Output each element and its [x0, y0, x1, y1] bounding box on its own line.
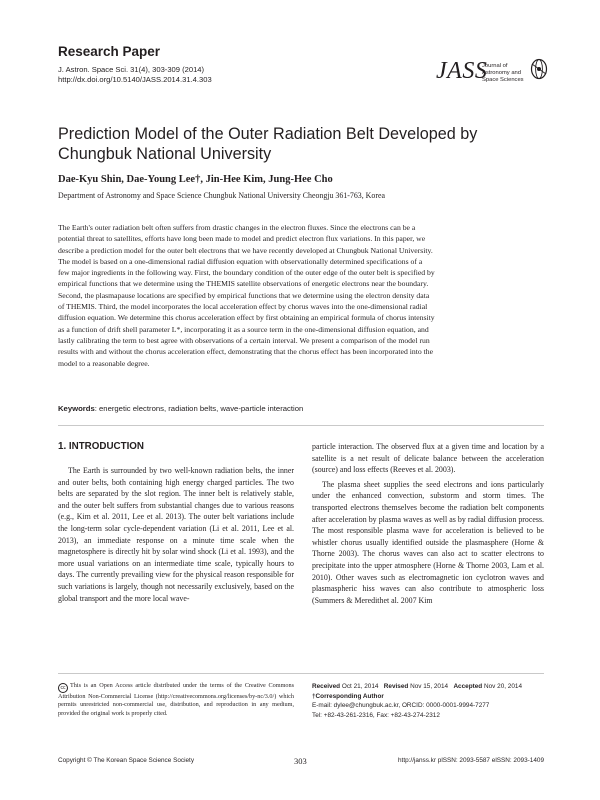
paper-title-line: Chungbuk National University	[58, 145, 272, 163]
keywords-text: : energetic electrons, radiation belts, wave-particle interaction	[94, 404, 304, 413]
journal-issn: http://janss.kr plSSN: 2093-5587 elSSN: 2093-1409	[397, 757, 544, 764]
orbit-logo-icon	[530, 58, 548, 80]
corresponding-phone: Tel: +82-43-261-2316, Fax: +82-43-274-2312	[312, 711, 440, 719]
article-history	[312, 682, 548, 720]
journal-logo-text: JASS	[436, 58, 488, 84]
abstract-line: few major ingredients in the following way. First, the boundary condition of the outer edge of the outer belt is specified by	[58, 268, 435, 278]
accepted-date: Nov 20, 2014	[484, 683, 523, 690]
abstract-line: of THEMIS. Third, the model incorporates the local acceleration effect by chorus waves into the one-dimensional radial	[58, 302, 428, 312]
page-footer	[58, 757, 544, 769]
corresponding-author-label	[312, 692, 548, 702]
section-divider	[58, 425, 544, 426]
journal-logo-sub-line: Journal of	[482, 63, 508, 69]
abstract-line: as a function of drift shell parameter L*, incorporating it as a source term in the one-dimensional diffusion equation, and	[58, 324, 429, 334]
abstract-line: results with and without the chorus acceleration effect, demonstrating that the chorus effect has been incorporated into the	[58, 347, 433, 357]
abstract	[58, 222, 544, 369]
body-paragraph: The Earth is surrounded by two well-known radiation belts, the inner and outer belts, both containing high energy charged particles. The two belts are separated by the slot region. The inner belt is relatively stable, and the outer belt suffers from substantial changes due to various reasons (e.g., Kim et al. 2011, Lee et al. 2013). The outer belt variations include the long-term solar cycle-dependent variation (Li et al. 2011, Lee et al. 2013), an immediate response on a minute time scale when the magnetosphere is directly hit by solar wind shock (Li et al. 1993), and the more usual variations on an intermediate time scale, typically hours to days. The currently prevailing view for the physical reason responsible for such variations is largely, though not necessarily exclusively, based on the global transport and the more local wave-	[58, 466, 294, 603]
creative-commons-icon: cc	[58, 683, 68, 693]
article-header	[58, 44, 548, 104]
keywords-label: Keywords	[58, 404, 95, 413]
right-column	[312, 441, 544, 606]
received-label: Received	[312, 683, 341, 690]
abstract-line: lastly calibrating the term to best agree with observations of a certain interval. We present a comparison of the model run	[58, 335, 430, 345]
body-paragraph: The plasma sheet supplies the seed electrons and ions particularly under the enhanced convection, substorm and storm times. The transported electrons themselves become the radiation belt components after acceleration by plasma waves as well as by radial diffusion process. The most responsible plasma wave for acceleration is believed to be whistler chorus usually identified outside the plasmasphere (Horne & Thorne 2003). The chorus waves can also act to scatter electrons to precipitate into the upper atmosphere (Horne & Thorne 2003, Lam et al. 2010). Other waves such as electromagnetic ion cyclotron waves and plasmaspheric hiss waves can also contribute to atmospheric loss (Summers & Meredithet al. 2007 Kim	[312, 479, 544, 605]
abstract-line: diffusion equation. We determine this chorus acceleration effect by first obtaining an empirical formula of chorus intensity	[58, 313, 435, 323]
abstract-line: potential threat to satellites, efforts have long been made to model and predict electron flux variations. In this paper, we	[58, 234, 426, 244]
section-heading: 1. INTRODUCTION	[58, 441, 144, 452]
license-notice	[58, 682, 294, 718]
license-text: This is an Open Access article distributed under the terms of the Creative Commons Attribution Non-Commercial License (http://creativecommons.org/licenses/by-nc/3.0/) which permits unrestricted non-commercial use, distribution, and reproduction in any medium, provided the original work is properly cited.	[58, 682, 294, 717]
body-paragraph: particle interaction. The observed flux at a given time and location by a satellite is a net result of delicate balance between the acceleration (source) and loss effects (Reeves et al. 2003).	[312, 442, 544, 475]
journal-logo-sub-line: Astronomy and	[482, 70, 521, 76]
received-date: Oct 21, 2014	[341, 683, 379, 690]
abstract-line: empirical functions that we determine using the THEMIS satellite observations of energetic electrons near the boundary.	[58, 279, 429, 289]
abstract-line: describe a prediction model for the outer belt electrons that we have recently developed at Chungbuk National University.	[58, 245, 433, 255]
abstract-line: Second, the plasmapause locations are specified by empirical functions that we determine using the electron density data	[58, 290, 430, 300]
paper-title-line: Prediction Model of the Outer Radiation Belt Developed by	[58, 125, 478, 143]
abstract-line: The model is based on a one-dimensional radial diffusion equation with observationally determined specifications of a	[58, 256, 423, 266]
journal-citation: J. Astron. Space Sci. 31(4), 303-309 (2014)	[58, 65, 205, 74]
author-list: Dae-Kyu Shin, Dae-Young Lee†, Jin-Hee Kim, Jung-Hee Cho	[58, 174, 333, 185]
journal-logo	[436, 58, 551, 92]
footnote-divider	[58, 673, 544, 674]
author-affiliation: Department of Astronomy and Space Science Chungbuk National University Cheongju 361-763, Korea	[58, 191, 385, 200]
abstract-line: model to a reasonable degree.	[58, 358, 150, 368]
article-type-label: Research Paper	[58, 44, 161, 59]
abstract-line: The Earth's outer radiation belt often suffers from drastic changes in the electron fluxes. Since the electrons can be a	[58, 223, 416, 232]
corresponding-author-text: †Corresponding Author	[312, 692, 384, 700]
revised-label: Revised	[383, 683, 409, 690]
journal-logo-sub-line: Space Sciences	[482, 77, 524, 83]
keywords	[58, 404, 303, 413]
journal-logo-subtitle	[482, 63, 530, 84]
doi-link[interactable]: http://dx.doi.org/10.5140/JASS.2014.31.4.303	[58, 75, 212, 84]
accepted-label: Accepted	[453, 683, 483, 690]
revised-date: Nov 15, 2014	[410, 683, 449, 690]
copyright-notice: Copyright © The Korean Space Science Society	[58, 757, 195, 764]
corresponding-email[interactable]: E-mail: dylee@chungbuk.ac.kr, ORCID: 0000-0001-9994-7277	[312, 702, 490, 710]
article-dates	[312, 682, 548, 692]
left-column	[58, 441, 294, 604]
page-number: 303	[294, 756, 307, 766]
paper-title	[58, 124, 538, 164]
